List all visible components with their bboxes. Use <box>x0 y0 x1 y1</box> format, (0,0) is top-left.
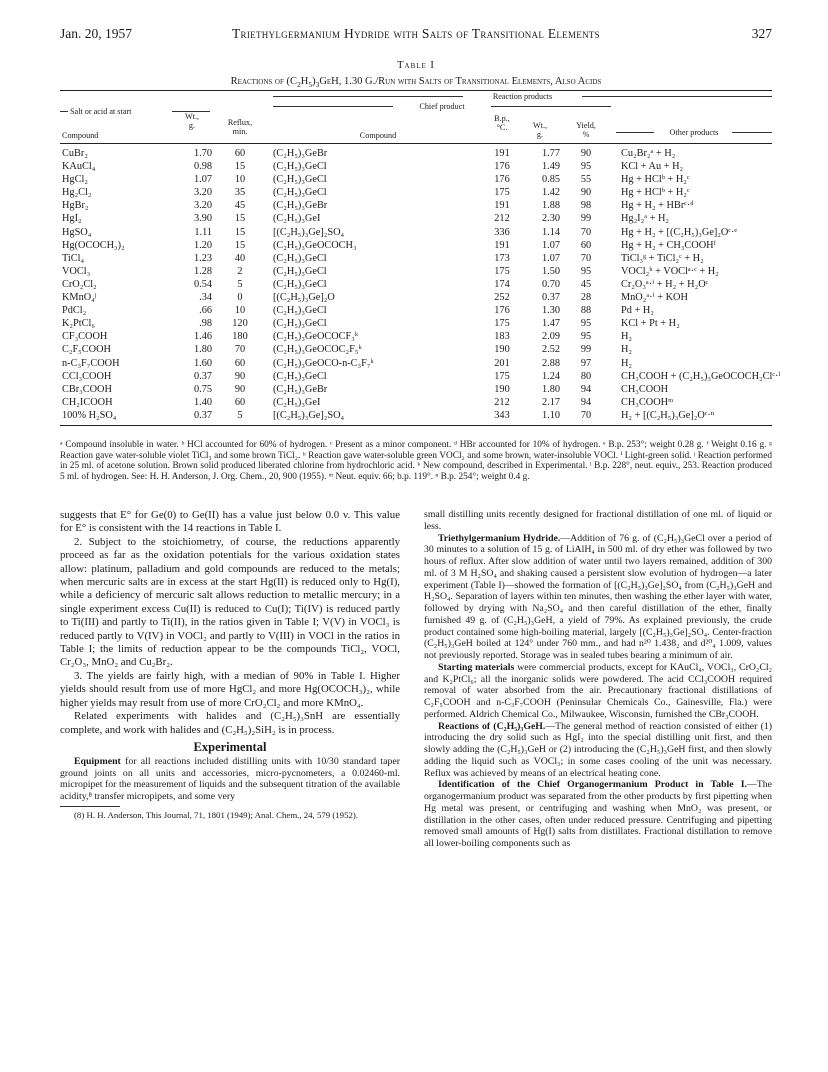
table-row: HgSO₄ 1.11 15 [(C₂H₅)₃Ge]₂SO₄ 336 1.14 70 Hg + H₂ + [(C₂H₅)₃Ge]₂Oᶜ·ᵉ <box>62 226 738 238</box>
paragraph: small distilling units recently designed for fractional distillation of one ml. of liquid or less. <box>424 509 772 532</box>
table-row: KAuCl₄ 0.98 15 (C₂H₅)₃GeCl 176 1.49 95 KCl + Au + H₂ <box>62 161 684 173</box>
table-row: CuBr₂ 1.70 60 (C₂H₅)₃GeBr 191 1.77 90 Cu₂Br₂ᵃ + H₂ <box>62 148 676 159</box>
table-row: CBr₃COOH 0.75 90 (C₂H₅)₃GeBr 190 1.80 94 CH₃COOH <box>62 383 669 395</box>
table-row: HgCl₂ 1.07 10 (C₂H₅)₃GeCl 176 0.85 55 Hg + HClᵇ + H₂ᶜ <box>62 174 690 186</box>
right-column <box>424 509 772 850</box>
table-row: CF₃COOH 1.46 180 (C₂H₅)₃GeOCOCF₃ᵏ 183 2.09 95 H₂ <box>62 331 633 343</box>
table-row: CrO₂Cl₂ 0.54 5 (C₂H₅)₃GeCl 174 0.70 45 Cr₂O₃ᵃ·ⁱ + H₂ + H₂Oᶜ <box>62 278 709 290</box>
table-row: KMnO₄ʲ .34 0 [(C₂H₅)₃Ge]₂O 252 0.37 28 MnO₂ᵃ·ⁱ + KOH <box>62 292 688 304</box>
paragraph: Reactions of (C₂H₅)₃GeH.—The general method of reaction consisted of either (1) introducing the dry solid such as HgI₂ into the special distilling unit first, and then slowly adding the (C₂H₅)₃GeH or (2) introducing the (C₂H₅)₃GeH first, and then slowly adding the liquid such as VOCl₃; in some cases cooling of the unit was necessary. Reflux was achieved by means of an electrical heating cone. <box>424 720 772 779</box>
table-row: 100% H₂SO₄ 0.37 5 [(C₂H₅)₃Ge]₂SO₄ 343 1.10 70 H₂ + [(C₂H₅)₃Ge]₂Oᶜ·ⁿ <box>62 409 715 421</box>
table-row: Hg(OCOCH₃)₂ 1.20 15 (C₂H₅)₃GeOCOCH₃ 191 1.07 60 Hg + H₂ + CH₃COOHᶠ <box>62 239 716 251</box>
header-title: Triethylgermanium Hydride with Salts of Transitional Elements <box>232 26 600 41</box>
chief-product-group: Chief product <box>273 102 611 111</box>
salt-group: Salt or acid at start <box>60 107 210 116</box>
table-bottom-rule <box>60 425 772 426</box>
table-header-rule <box>60 143 772 144</box>
reference: (8) H. H. Anderson, This Journal, 71, 1801 (1949); Anal. Chem., 24, 579 (1952). <box>74 810 358 821</box>
run-in-heading: Equipment <box>74 756 121 768</box>
table-row: PdCl₂ .66 10 (C₂H₅)₃GeCl 176 1.30 88 Pd + H₂ <box>62 305 654 317</box>
paragraph: Related experiments with halides and (C₂H₅)₃SnH are essentially complete, and work with halides and (C₂H₅)₂SiH₂ is in process. <box>60 710 400 736</box>
paragraph: 3. The yields are fairly high, with a median of 90% in Table I. Higher yields should result from use of more HgCl₂ and more Hg(OCOCH₃)₂, while higher yields may result from use of more CrO₂Cl₂ and more KMnO₄. <box>60 669 400 709</box>
running-header <box>60 26 772 46</box>
run-in-heading: Triethylgermanium Hydride. <box>438 532 561 544</box>
section-heading: Experimental <box>193 739 267 754</box>
col-head-bp: B.p., °C. <box>494 114 510 132</box>
reaction-products-group: Reaction products <box>273 92 772 101</box>
paragraph: Equipment for all reactions included distilling units with 10/30 standard taper ground joints on all units and accessories, micro-pycnometers, a 0.02460-ml. micropipet for the measurement of liquids and the subsequent titration of the available acidity,⁸ transfer micropipets, and some very <box>60 756 400 802</box>
table-row: CH₂ICOOH 1.40 60 (C₂H₅)₃GeI 212 2.17 94 CH₃COOHᵐ <box>62 396 674 408</box>
col-head-other: Other products <box>616 128 772 137</box>
table-top-rule <box>60 90 772 91</box>
run-in-heading: Reactions of (C₂H₅)₃GeH. <box>438 720 546 732</box>
header-date: Jan. 20, 1957 <box>60 26 132 41</box>
footnote-rule <box>60 806 120 807</box>
col-head-reflux: Reflux, min. <box>227 118 253 136</box>
table-row: VOCl₃ 1.28 2 (C₂H₅)₃GeCl 175 1.50 95 VOCl₂ʰ + VOClᵃ·ᶜ + H₂ <box>62 265 719 277</box>
table-row: HgBr₂ 3.20 45 (C₂H₅)₃GeBr 191 1.88 98 Hg + H₂ + HBrᶜ·ᵈ <box>62 200 694 212</box>
table-row: Hg₂Cl₂ 3.20 35 (C₂H₅)₃GeCl 175 1.42 90 Hg + HClᵇ + H₂ᶜ <box>62 187 690 199</box>
page-number: 327 <box>751 26 772 41</box>
table-row: TiCl₄ 1.23 40 (C₂H₅)₃GeCl 173 1.07 70 TiCl₃ᵍ + TiCl₂ᶜ + H₂ <box>62 252 704 264</box>
left-column <box>60 509 400 820</box>
table-label: Table I <box>397 60 435 71</box>
run-in-heading: Identification of the Chief Organogermanium Product in Table I. <box>438 779 747 791</box>
paragraph: Identification of the Chief Organogermanium Product in Table I.—The organogermanium product was separated from the other products by first pipetting when Hg metal was present, or centrifuging and washing when MnO₂ was present, or distillation in the other cases, often under reduced pressure. Centrifuging and pipetting removed small amounts of Hg(I) salts from distillates. Fractional distillation to remove all lower-boiling components such as <box>424 779 772 849</box>
table-row: K₂PtCl₆ .98 120 (C₂H₅)₃GeCl 175 1.47 95 KCl + Pt + H₂ <box>62 318 680 330</box>
table-row: n-C₃F₇COOH 1.60 60 (C₂H₅)₃GeOCO-n-C₃F₇ᵏ 201 2.88 97 H₂ <box>62 357 633 369</box>
table-body <box>60 147 781 422</box>
table-row: HgI₂ 3.90 15 (C₂H₅)₃GeI 212 2.30 99 Hg₂I₂ᵃ + H₂ <box>62 213 669 225</box>
col-head-chief-compound: Compound <box>359 131 397 140</box>
col-head-compound: Compound <box>62 131 99 140</box>
col-head-wt2: Wt., g. <box>532 121 548 139</box>
col-head-yield: Yield, % <box>576 121 596 139</box>
table-footnotes: ᵃ Compound insoluble in water. ᵇ HCl accounted for 60% of hydrogen. ᶜ Present as a minor component. ᵈ HBr accounted for 10% of hydrogen. ᵉ B.p. 253°; weight 0.28 g. ᶠ Weight 0.16 g. ᵍ Reaction gave water-soluble violet TiCl₃ and some brown TiCl₂. ʰ Reaction gave water-soluble green VOCl₂ and some brown, water-insoluble VOCl. ⁱ Light-green solid. ʲ Reaction performed in 25 ml. of acetone solution. Brown solid produced liberated chlorine from hydrochloric acid. ᵏ New compound, described in Experimental. ˡ B.p. 228°, neut. equiv., 253. Reaction produced 5 ml. of hydrogen. See: H. H. Anderson, J. Org. Chem., 20, 900 (1955). ᵐ Neut. equiv. 66; b.p. 119°. ⁿ B.p. 254°; weight 0.4 g. <box>60 440 772 482</box>
table-row: CCl₃COOH 0.37 90 (C₂H₅)₃GeCl 175 1.24 80 CH₃COOH + (C₂H₅)₃GeOCOCH₂Clᶜ·ˡ <box>62 370 781 382</box>
paragraph: Triethylgermanium Hydride.—Addition of 76 g. of (C₂H₅)₃GeCl over a period of 30 minutes to a solution of 15 g. of LiAlH₄ in 500 ml. of dry ether was followed by two hours of reflux. After slow addition of water until two layers remained, addition of 300 ml. of 3 M H₂SO₄ and shaking caused a persistent slow evolution of hydrogen—a later experiment (Table I)—showed the formation of [(C₂H₅)₃Ge]₂SO₄ from (C₂H₅)₃GeH and H₂SO₄. Separation of layers within ten minutes, then washing the ether layer with water, followed by drying with Na₂SO₄ and then careful distillation of the ether, finally furnished 49 g. of (C₂H₅)₃GeH, a yield of 79%. As explained previously, the crude product contained some high-boiling material, largely [(C₂H₅)₃Ge]₂SO₄. Center-fraction (C₂H₅)₃GeH boiled at 124° under 760 mm., and had n²⁰ 1.438₂ and d²⁰₄ 1.009, values not previously reported. Storage was in sealed tubes bearing a minimum of air. <box>424 532 772 661</box>
paragraph: 2. Subject to the stoichiometry, of course, the reductions apparently proceed as far as the oxidation potentials for the various oxidation states allow: platinum, palladium and gold compounds are reduced to the metals; when mercuric salts are in excess at the start Hg(II) is reduced only to Hg(I), while a deficiency of mercuric salt allows reduction to metallic mercury; in a single experiment excess Cu(II) is reduced to Cu(I); Ti(IV) is reduced partly to Ti(III) and partly to Ti(II), in the ratios given in Table I; V(V) in VOCl₃ is reduced partly to V(IV) in VOCl₂ and partly to V(III) in VOCl in the ratios in Table I; the limits of reduction appear to be the compounds TiCl₂, VOCl, Cr₂O₃, MnO₂ and Cu₂Br₂. <box>60 535 400 669</box>
table-row: C₂F₅COOH 1.80 70 (C₂H₅)₃GeOCOC₂F₅ᵏ 190 2.52 99 H₂ <box>62 344 633 356</box>
paragraph: suggests that E° for Ge(0) to Ge(II) has a value just below 0.0 v. This value for E° is consistent with the 14 reactions in Table I. <box>60 509 400 535</box>
run-in-heading: Starting materials <box>438 661 515 673</box>
table-title: Reactions of $(C_2H_5)_3GeH$, 1.30 G./Run with Salts of Transitional Elements, Also Acids <box>230 76 602 90</box>
paragraph: Starting materials were commercial products, except for KAuCl₄, VOCl₃, CrO₂Cl₂ and K₂PtCl₆; all the inorganic solids were powdered. The acid CCl₃COOH required removal of water absorbed from the air. Precautionary fractional distillations of C₂F₅COOH and n-C₃F₇COOH (Peninsular Chemicals Co., Gainesville, Fla.) were performed. Aldrich Chemical Co., Milwaukee, Wisconsin, furnished the CBr₃COOH. <box>424 661 772 720</box>
col-head-wt: Wt., g. <box>184 112 200 130</box>
